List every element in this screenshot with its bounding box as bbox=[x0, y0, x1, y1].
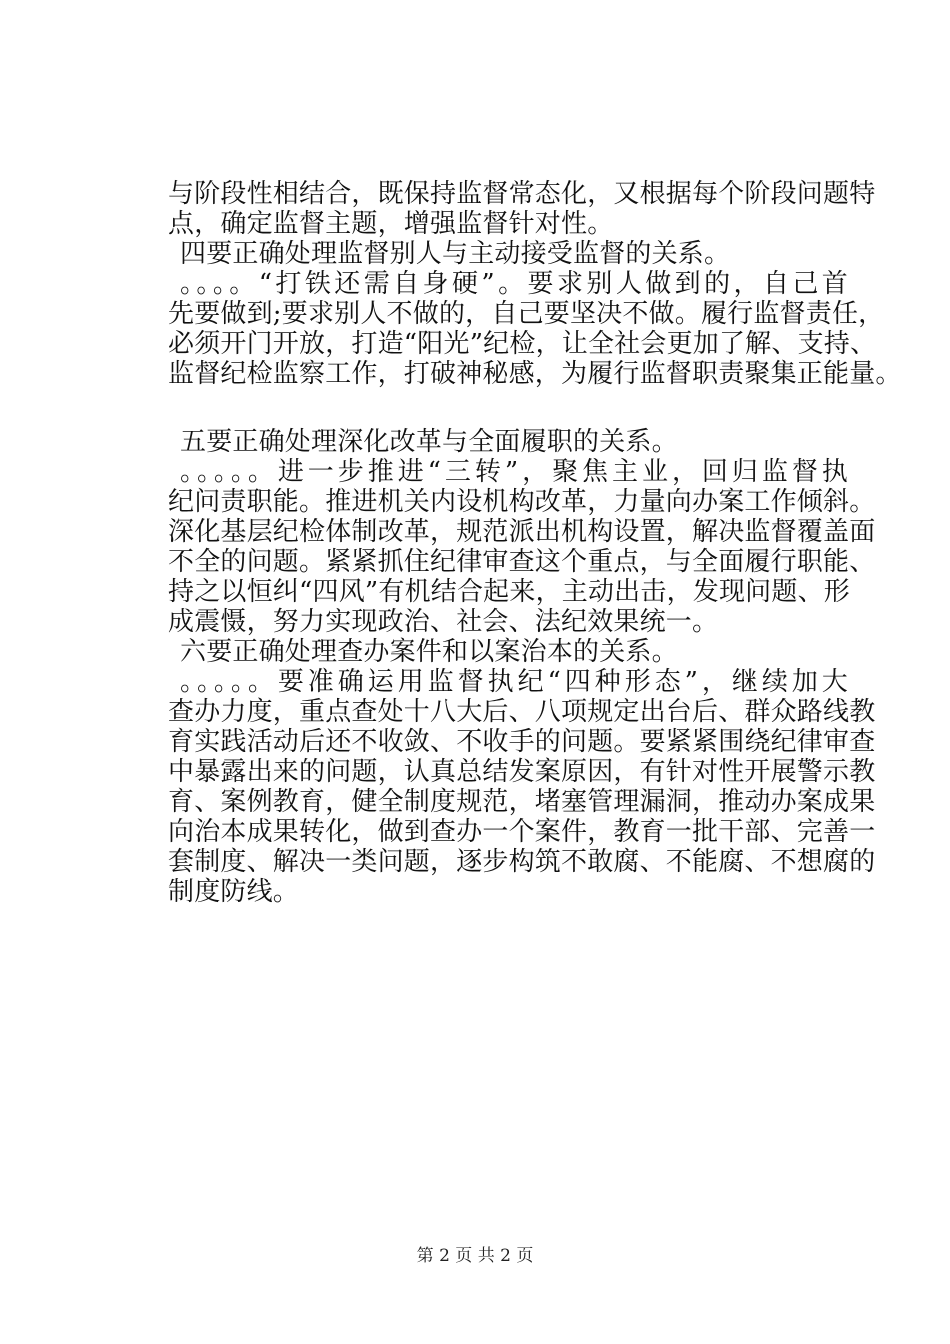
paragraph-line: 不全的问题。紧紧抓住纪律审查这个重点，与全面履行职能、 bbox=[168, 547, 876, 577]
paragraph-line: 持之以恒纠“四风”有机结合起来，主动出击，发现问题、形 bbox=[168, 577, 850, 607]
paragraph-line: 向治本成果转化，做到查办一个案件，教育一批干部、完善一 bbox=[168, 817, 876, 847]
paragraph-line: 查办力度，重点查处十八大后、八项规定出台后、群众路线教 bbox=[168, 697, 876, 727]
paragraph-line: 制度防线。 bbox=[168, 877, 300, 907]
section-heading-6: 六要正确处理查办案件和以案治本的关系。 bbox=[180, 637, 678, 667]
paragraph-line: 套制度、解决一类问题，逐步构筑不敢腐、不能腐、不想腐的 bbox=[168, 847, 876, 877]
paragraph-line: 成震慑，努力实现政治、社会、法纪效果统一。 bbox=[168, 607, 719, 637]
paragraph-line: 监督纪检监察工作，打破神秘感，为履行监督职责聚集正能量。 bbox=[168, 359, 902, 389]
paragraph-line: 先要做到;要求别人不做的，自己要坚决不做。履行监督责任， bbox=[168, 299, 885, 329]
section-heading-5: 五要正确处理深化改革与全面履职的关系。 bbox=[180, 427, 678, 457]
paragraph-line: 育、案例教育，健全制度规范，堵塞管理漏洞，推动办案成果 bbox=[168, 787, 876, 817]
page-number-footer: 第 2 页 共 2 页 bbox=[416, 1246, 534, 1266]
paragraph-line: 深化基层纪检体制改革，规范派出机构设置，解决监督覆盖面 bbox=[168, 517, 876, 547]
paragraph-line: 。。。。。要准确运用监督执纪“四种形态”，继续加大 bbox=[180, 667, 848, 697]
section-heading-4: 四要正确处理监督别人与主动接受监督的关系。 bbox=[180, 239, 731, 269]
paragraph-line: 中暴露出来的问题，认真总结发案原因，有针对性开展警示教 bbox=[168, 757, 876, 787]
paragraph-line: 。。。。。进一步推进“三转”，聚焦主业，回归监督执 bbox=[180, 457, 848, 487]
paragraph-line: 育实践活动后还不收敛、不收手的问题。要紧紧围绕纪律审查 bbox=[168, 727, 876, 757]
paragraph-line: 点，确定监督主题，增强监督针对性。 bbox=[168, 209, 614, 239]
paragraph-line: 必须开门开放，打造“阳光”纪检，让全社会更加了解、支持、 bbox=[168, 329, 877, 359]
paragraph-line: 纪问责职能。推进机关内设机构改革，力量向办案工作倾斜。 bbox=[168, 487, 876, 517]
paragraph-line: 与阶段性相结合，既保持监督常态化，又根据每个阶段问题特 bbox=[168, 179, 876, 209]
paragraph-line: 。。。。“打铁还需自身硬”。要求别人做到的，自己首 bbox=[180, 269, 848, 299]
